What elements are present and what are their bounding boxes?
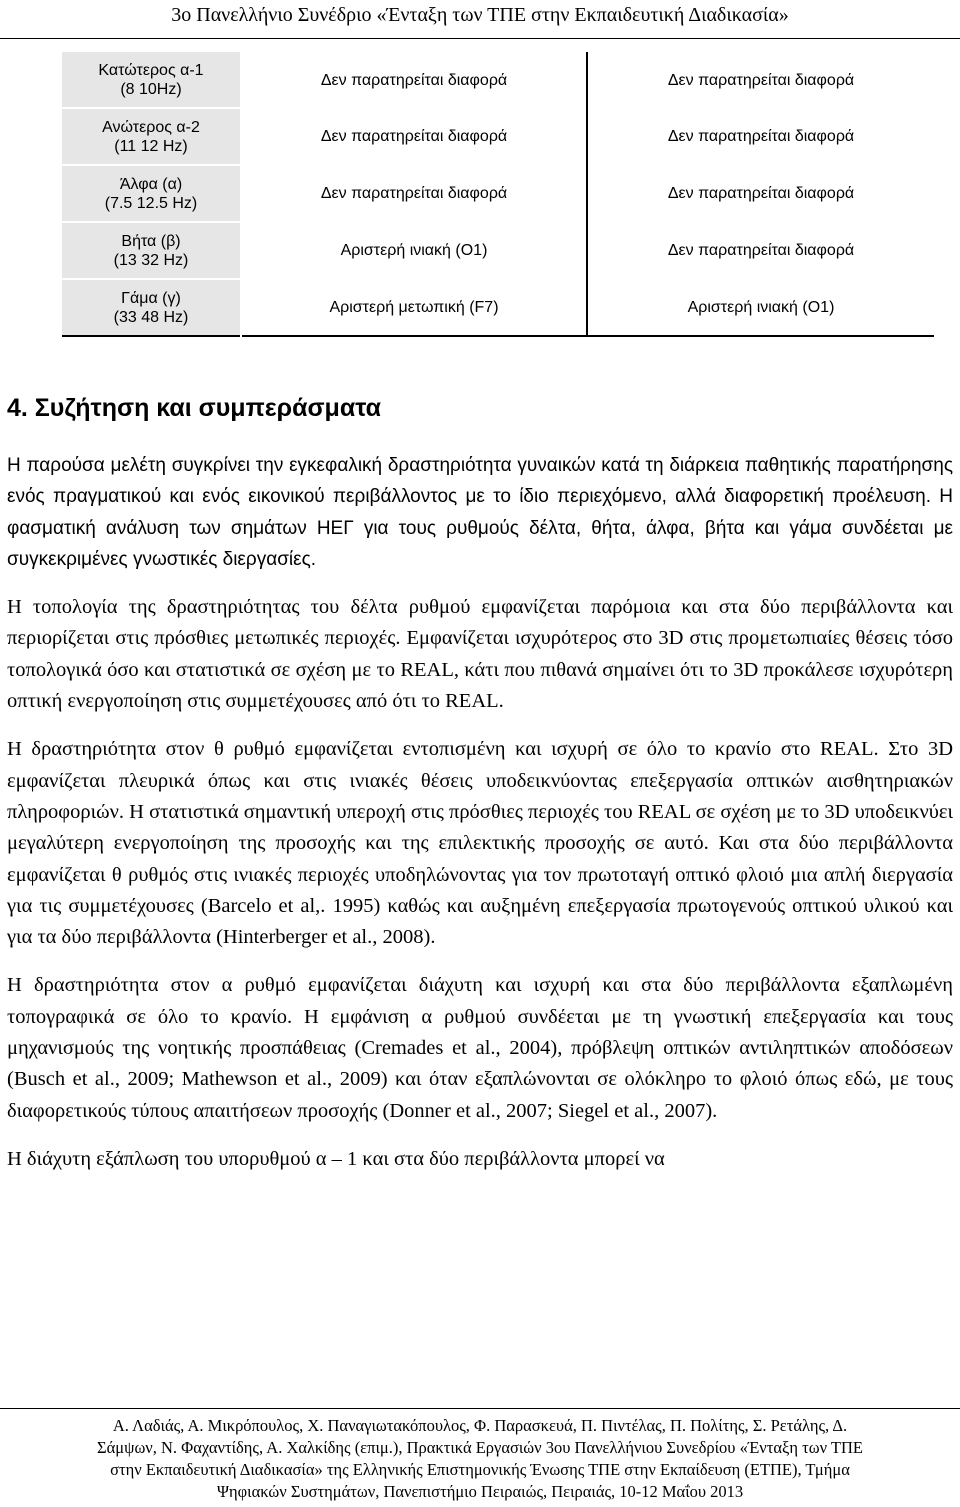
running-header [0,0,960,39]
band-name: Γάμα (γ) [121,289,181,307]
band-cell [62,108,241,165]
result-cell: Δεν παρατηρείται διαφορά [667,128,855,145]
paragraph: Η παρούσα μελέτη συγκρίνει την εγκεφαλική δραστηριότητα γυναικών κατά τη διάρκεια παθητικής παρατήρησης ενός πραγματικού και ενός εικονικού περιβάλλοντος με το ίδιο περιεχόμενο, αλλά διαφορετική προέλευση. Η φασματική ανάλυση των σημάτων ΗΕΓ για τους ρυθμούς δέλτα, θήτα, άλφα, βήτα και γάμα συνδέεται με συγκεκριμένες γνωστικές διεργασίες. [7,455,953,570]
table-row [62,108,934,165]
footer-line: Α. Λαδιάς, Α. Μικρόπουλος, Χ. Παναγιωτακόπουλος, Φ. Παρασκευά, Π. Πιντέλας, Π. Πολίτης, Σ. Ρετάλης, Δ. [112,1416,848,1435]
band-cell [62,279,241,336]
table-row [62,279,934,336]
band-cell [62,52,241,108]
table-row [62,52,934,108]
result-cell: Αριστερή ινιακή (O1) [241,222,587,279]
band-range: (7.5 12.5 Hz) [104,194,198,212]
paragraph: Η δραστηριότητα στον α ρυθμό εμφανίζεται διάχυτη και ισχυρή και στα δύο περιβάλλοντα εξαπλωμένη τοπογραφικά σε όλο το κρανίο. Η εμφάνιση α ρυθμού συνδέεται με τη γνωστική επεξεργασία και τους μηχανισμούς της νοητικής προσπάθειας (Cremades et al., 2004), πρόβλεψη οπτικών αντιληπτικών αποδόσεων (Busch et al., 2009; Mathewson et al., 2009) και όταν εξαπλώνονται σε ολόκληρο το φλοιό όπως εδώ, με τους διαφορετικούς τύπους απαιτήσεων προσοχής (Donner et al., 2007; Siegel et al., 2007). [7,974,953,1122]
page-footer [0,1408,960,1503]
band-name: Κατώτερος α-1 [98,61,204,79]
band-range: (33 48 Hz) [113,308,189,326]
result-cell: Αριστερή μετωπική (F7) [241,279,587,336]
band-range: (8 10Hz) [120,80,182,98]
paragraph: Η δραστηριότητα στον θ ρυθμό εμφανίζεται εντοπισμένη και ισχυρή σε όλο το κρανίο στο REAL. Στο 3D εμφανίζεται πλευρικά όπως και στις ινιακές θέσεις υποδεικνύοντας επεξεργασία οπτικών αισθητηριακών πληροφοριών. Η στατιστικά σημαντική υπεροχή στις πρόσθιες περιοχές του REAL σε σχέση με το 3D υποδεικνύει μεγαλύτερη ενεργοποίηση της προσοχής και της επιλεκτικής προσοχής σε αυτό. Και στα δύο περιβάλλοντα εμφανίζεται θ ρυθμός στις ινιακές περιοχές υποδηλώνοντας για τον πρωτοταγή οπτικό φλοιό μια απλή διεργασία για τις συμμετέχουσες (Barcelo et al,. 1995) καθώς και αυξημένη επεξεργασία πρωτογενούς οπτικού υλικού και για τα δύο περιβάλλοντα (Hinterberger et al., 2008). [7,738,953,949]
band-cell [62,222,241,279]
result-cell: Δεν παρατηρείται διαφορά [241,52,587,108]
band-name: Βήτα (β) [121,232,181,250]
result-cell: Αριστερή ινιακή (O1) [687,298,835,316]
band-range: (11 12 Hz) [114,137,188,155]
band-range: (13 32 Hz) [113,251,189,269]
section-heading: 4. Συζήτηση και συμπεράσματα [7,394,382,422]
paragraph: Η τοπολογία της δραστηριότητας του δέλτα ρυθμού εμφανίζεται παρόμοια και στα δύο περιβάλλοντα και περιορίζεται στις πρόσθιες μετωπικές περιοχές. Εμφανίζεται ισχυρότερος στο 3D στις προμετωπιαίες θέσεις τόσο τοπολογικά όσο και στατιστικά σε σχέση με το REAL, κάτι που πιθανά σημαίνει ότι το 3D προκάλεσε ισχυρότερη οπτική ενεργοποίηση στις συμμετέχουσες από ότι το REAL. [7,596,953,713]
results-table [62,52,934,337]
band-cell [62,165,241,222]
band-name: Άλφα (α) [119,175,183,193]
section-body [7,450,953,1192]
result-cell: Δεν παρατηρείται διαφορά [241,108,587,165]
footer-line: στην Εκπαιδευτική Διαδικασία» της Ελληνικής Επιστημονικής Ένωσης ΤΠΕ στην Εκπαίδευση (ΕΤΠΕ), Τμήμα [110,1460,850,1479]
result-cell: Δεν παρατηρείται διαφορά [241,165,587,222]
running-header-title: 3ο Πανελλήνιο Συνέδριο «Ένταξη των ΤΠΕ στην Εκπαιδευτική Διαδικασία» [171,4,789,26]
result-cell: Δεν παρατηρείται διαφορά [667,242,855,259]
band-name: Ανώτερος α-2 [102,118,200,136]
table-row [62,165,934,222]
table-row [62,222,934,279]
footer-line: Σάμψων, Ν. Φαχαντίδης, Α. Χαλκίδης (επιμ.), Πρακτικά Εργασιών 3ου Πανελλήνιου Συνεδρίου «Ένταξη των ΤΠΕ [97,1438,863,1457]
result-cell: Δεν παρατηρείται διαφορά [667,71,855,89]
paragraph: Η διάχυτη εξάπλωση του υπορυθμού α – 1 και στα δύο περιβάλλοντα μπορεί να [7,1147,665,1170]
result-cell: Δεν παρατηρείται διαφορά [667,185,855,202]
footer-line: Ψηφιακών Συστημάτων, Πανεπιστήμιο Πειραιώς, Πειραιάς, 10-12 Μαΐου 2013 [216,1482,744,1501]
